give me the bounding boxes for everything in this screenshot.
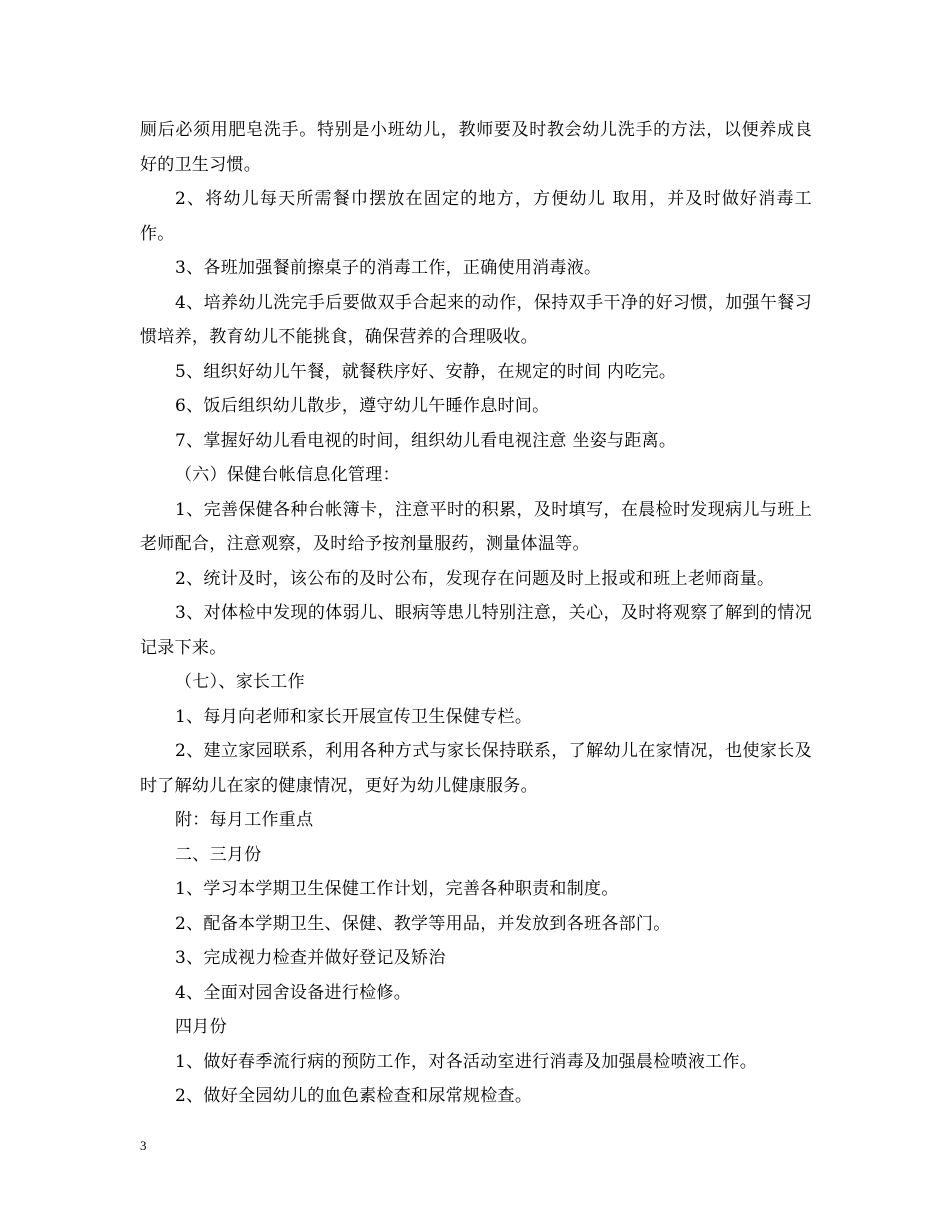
paragraph: 4、培养幼儿洗完手后要做双手合起来的动作，保持双手干净的好习惯，加强午餐习惯培养，教育幼儿不能挑食，确保营养的合理吸收。 bbox=[140, 292, 812, 347]
paragraph: 2、统计及时，该公布的及时公布，发现存在问题及时上报或和班上老师商量。 bbox=[175, 568, 775, 589]
paragraph: 2、配备本学期卫生、保健、教学等用品，并发放到各班各部门。 bbox=[175, 913, 671, 934]
paragraph: 4、全面对园舍设备进行检修。 bbox=[175, 982, 412, 1003]
paragraph: 1、每月向老师和家长开展宣传卫生保健专栏。 bbox=[175, 706, 533, 727]
body-text bbox=[140, 113, 812, 1114]
section-heading: （六）保健台帐信息化管理： bbox=[175, 465, 400, 485]
paragraph: 厕后必须用肥皂洗手。特别是小班幼儿，教师要及时教会幼儿洗手的方法，以便养成良好的卫生习惯。 bbox=[140, 120, 812, 175]
paragraph: 1、完善保健各种台帐簿卡，注意平时的积累，及时填写，在晨检时发现病儿与班上老师配合，注意观察，及时给予按剂量服药，测量体温等。 bbox=[140, 499, 812, 554]
paragraph: 7、掌握好幼儿看电视的时间，组织幼儿看电视注意 坐姿与距离。 bbox=[175, 430, 677, 451]
paragraph: 2、做好全园幼儿的血色素检查和尿常规检查。 bbox=[175, 1086, 533, 1106]
section-heading: （七）、家长工作 bbox=[175, 672, 305, 692]
paragraph: 3、完成视力检查并做好登记及矫治 bbox=[175, 948, 446, 968]
paragraph: 2、建立家园联系，利用各种方式与家长保持联系，了解幼儿在家情况，也使家长及时了解幼儿在家的健康情况，更好为幼儿健康服务。 bbox=[140, 741, 812, 796]
section-heading: 附：每月工作重点 bbox=[175, 810, 314, 830]
paragraph: 6、饭后组织幼儿散步，遵守幼儿午睡作息时间。 bbox=[175, 396, 550, 416]
paragraph: 1、学习本学期卫生保健工作计划，完善各种职责和制度。 bbox=[175, 879, 619, 899]
page-number: 3 bbox=[140, 1138, 147, 1153]
paragraph: 3、各班加强餐前擦桌子的消毒工作，正确使用消毒液。 bbox=[175, 258, 602, 278]
month-heading: 四月份 bbox=[175, 1017, 227, 1037]
paragraph: 2、将幼儿每天所需餐巾摆放在固定的地方，方便幼儿 取用，并及时做好消毒工作。 bbox=[140, 189, 812, 244]
month-heading: 二、三月份 bbox=[175, 844, 262, 865]
paragraph: 1、做好春季流行病的预防工作，对各活动室进行消毒及加强晨检喷液工作。 bbox=[175, 1051, 758, 1072]
paragraph: 5、组织好幼儿午餐，就餐秩序好、安静，在规定的时间 内吃完。 bbox=[175, 361, 677, 382]
paragraph: 3、对体检中发现的体弱儿、眼病等患儿特别注意，关心，及时将观察了解到的情况记录下来。 bbox=[140, 603, 812, 658]
